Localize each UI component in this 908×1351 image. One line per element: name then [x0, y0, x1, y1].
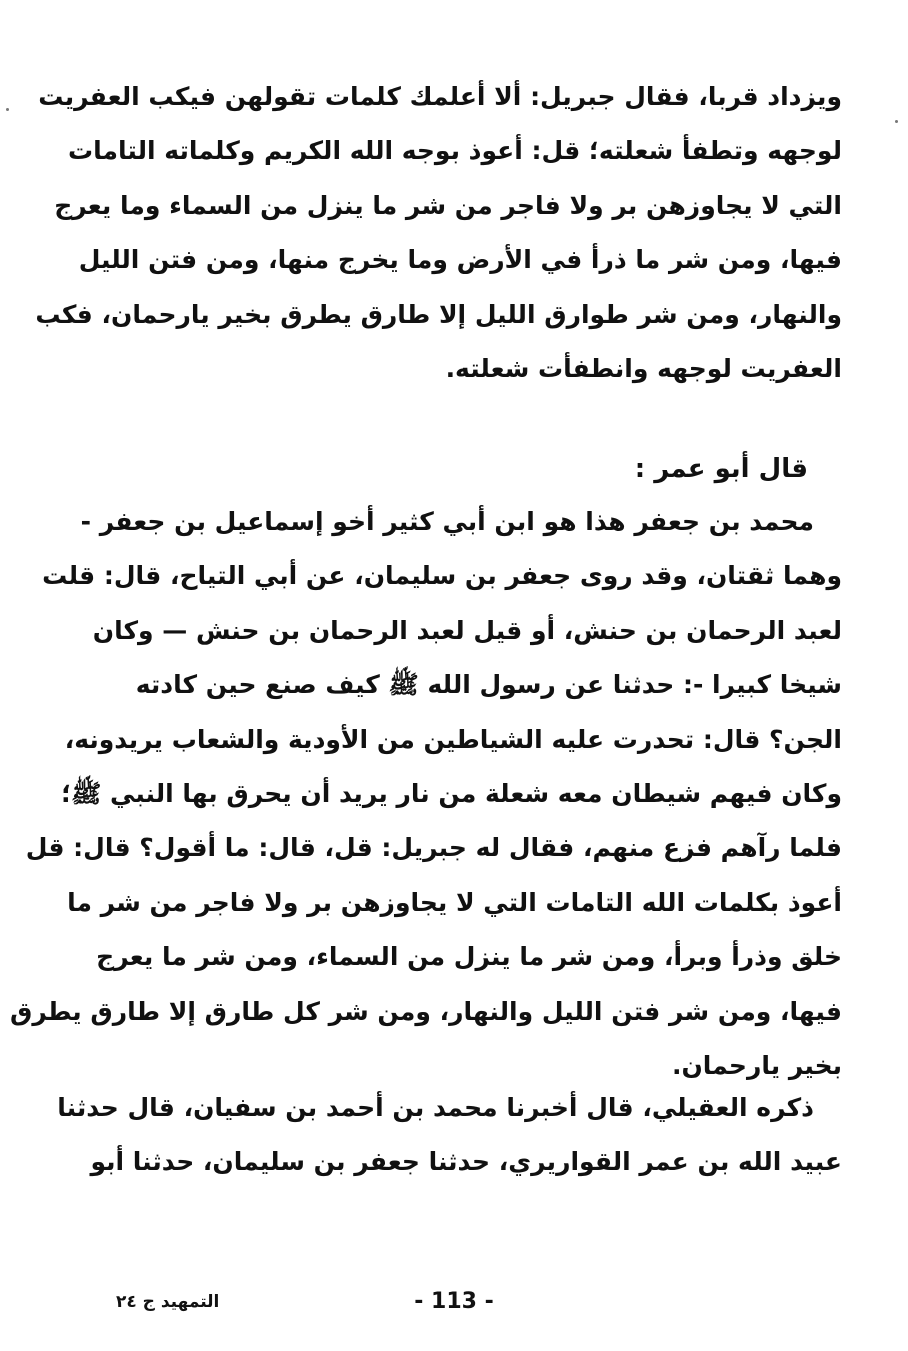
text-line: فيها، ومن شر ما ذرأ في الأرض وما يخرج منها، ومن فتن الليل — [78, 245, 842, 275]
text-line: شيخا كبيرا -: حدثنا عن رسول الله ﷺ كيف صنع حين كادته — [135, 670, 842, 700]
text-line: ذكره العقيلي، قال أخبرنا محمد بن أحمد بن سفيان، قال حدثنا — [57, 1093, 814, 1122]
text-line: محمد بن جعفر هذا هو ابن أبي كثير أخو إسماعيل بن جعفر - — [80, 507, 814, 536]
text-line: فيها، ومن شر فتن الليل والنهار، ومن شر كل طارق إلا طارق يطرق — [10, 996, 842, 1026]
book-volume-label: التمهيد ج ٢٤ — [116, 1292, 220, 1312]
text-line: العفريت لوجهه وانطفأت شعلته. — [445, 354, 842, 384]
text-line: التي لا يجاوزهن بر ولا فاجر من شر ما ينزل من السماء وما يعرج — [54, 190, 842, 220]
text-line: عبيد الله بن عمر القواريري، حدثنا جعفر بن سليمان، حدثنا أبو — [90, 1147, 842, 1177]
paragraph-1 — [35, 70, 842, 396]
paragraph-2 — [10, 495, 842, 1093]
section-heading: قال أبو عمر : — [634, 454, 808, 484]
text-line: لوجهه وتطفأ شعلته؛ قل: أعوذ بوجه الله الكريم وكلماته التامات — [68, 136, 842, 166]
text-line: وهما ثقتان، وقد روى جعفر بن سليمان، عن أبي التياح، قال: قلت — [42, 561, 842, 591]
text-line: بخير يارحمان. — [671, 1051, 842, 1081]
text-line: خلق وذرأ وبرأ، ومن شر ما ينزل من السماء، ومن شر ما يعرج — [96, 942, 842, 972]
paragraph-3 — [57, 1081, 842, 1190]
scan-speck — [6, 108, 9, 111]
text-line: الجن؟ قال: تحدرت عليه الشياطين من الأودية والشعاب يريدونه، — [64, 724, 842, 754]
scan-speck — [895, 120, 898, 123]
text-line: لعبد الرحمان بن حنش، أو قيل لعبد الرحمان بن حنش — وكان — [92, 615, 842, 645]
text-line: وكان فيهم شيطان معه شعلة من نار يريد أن يحرق بها النبي ﷺ؛ — [61, 779, 842, 809]
text-line: أعوذ بكلمات الله التامات التي لا يجاوزهن بر ولا فاجر من شر ما — [67, 887, 842, 917]
text-line: والنهار، ومن شر طوارق الليل إلا طارق يطرق بخير يارحمان، فكب — [35, 299, 842, 329]
page-number: - 113 - — [414, 1289, 494, 1314]
text-line: ويزداد قربا، فقال جبريل: ألا أعلمك كلمات تقولهن فيكب العفريت — [38, 82, 842, 111]
text-line: فلما رآهم فزع منهم، فقال له جبريل: قل، قال: ما أقول؟ قال: قل — [25, 833, 842, 863]
